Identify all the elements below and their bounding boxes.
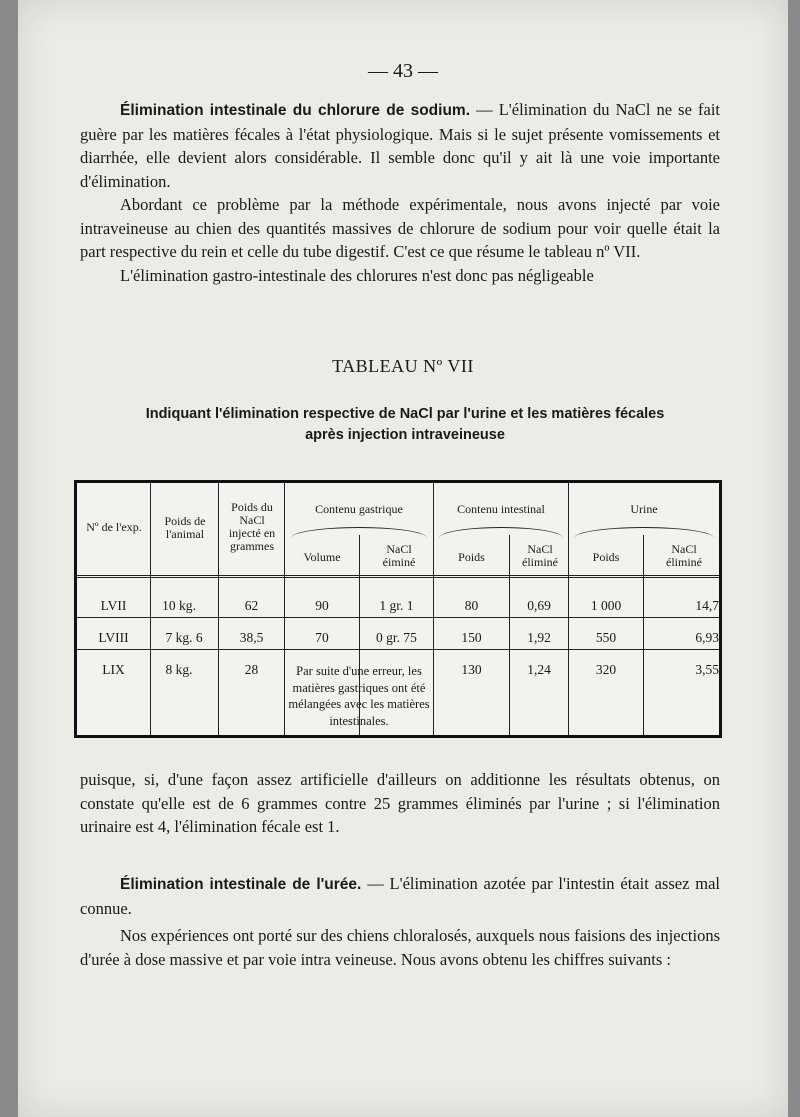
header-urine: Urine	[630, 502, 658, 516]
table-cell: 8 kg.	[165, 662, 193, 677]
table-cell: 150	[461, 630, 482, 645]
paragraph-conclusion-start: L'élimination gastro-intestinale des chlorures n'est donc pas négligeable	[120, 265, 594, 285]
data-table	[74, 480, 722, 738]
table-cell: 38,5	[239, 630, 264, 645]
table-cell: 70	[315, 630, 329, 645]
table-note-cell: Par suite d'une erreur, les matières gastriques ont été mélangées avec les matières intestinales.	[288, 664, 430, 728]
table-cell: 3,55	[695, 662, 719, 677]
brace-urine	[574, 527, 714, 538]
table-cell: 1,92	[527, 630, 551, 645]
table-cell: 1,24	[527, 662, 551, 677]
paragraph-method: Abordant ce problème par la méthode expérimentale, nous avons injecté par voie intraveineuse au chien des quantités massives de chlorure de sodium pour voir quelle était la part respective du rein et celle du tube digestif. C'est ce que résume le tableau nº VII.	[80, 195, 720, 261]
table-cell: 28	[244, 662, 259, 677]
table-cell: 1 gr. 1	[379, 598, 414, 613]
paragraph-nacl	[80, 98, 720, 193]
paragraph-experiences: Nos expériences ont porté sur des chiens chloralosés, auxquels nous faisions des injections d'urée à dose massive et par voie intra veineuse. Nous avons obtenu les chiffres suivants :	[80, 926, 720, 969]
header-contenu-gastrique: Contenu gastrique	[315, 502, 403, 516]
table-cell: LIX	[102, 662, 125, 677]
paragraph-conclusion: puisque, si, d'une façon assez artificielle d'ailleurs on additionne les résultats obtenus, on constate qu'elle est de 6 grammes contre 25 grammes éliminés par l'urine ; si l'élimination urinaire est 4, l'élimination fécale est 1.	[80, 770, 720, 836]
table-cell: 6,93	[695, 630, 719, 645]
page-number: — 43 —	[368, 60, 438, 82]
paragraph-uree	[80, 872, 720, 920]
table-cell: 130	[461, 662, 482, 677]
table-cell: 7 kg. 6	[165, 630, 203, 645]
table-cell: LVII	[100, 598, 127, 613]
header-poids-animal: Poids de l'animal	[164, 514, 206, 541]
table-cell: 550	[595, 630, 617, 645]
table-cell: 90	[315, 598, 329, 613]
header-intestinal-nacl: NaCl éliminé	[522, 542, 558, 569]
table-subtitle	[110, 404, 700, 446]
table-subtitle-line-1: Indiquant l'élimination respective de NaCl par l'urine et les matières fécales	[145, 406, 665, 422]
table-cell: LVIII	[98, 630, 129, 645]
header-intestinal-poids: Poids	[458, 550, 485, 564]
table-cell: 62	[244, 598, 259, 613]
section-heading-nacl: Élimination intestinale du chlorure de sodium.	[120, 102, 471, 119]
intro-text	[80, 98, 720, 287]
table-cell: 80	[464, 598, 479, 613]
table-subtitle-line-2: après injection intraveineuse	[305, 427, 505, 443]
paragraph-uree-text: — L'élimination azotée par l'intestin était assez mal connue.	[80, 874, 720, 918]
conclusion-text	[80, 768, 720, 839]
table-cell: 0,69	[527, 598, 551, 613]
table-cell: 10 kg.	[162, 598, 196, 613]
table-title: TABLEAU Nº VII	[332, 356, 474, 376]
header-urine-nacl: NaCl éliminé	[666, 542, 702, 569]
header-contenu-intestinal: Contenu intestinal	[457, 502, 545, 516]
brace-intestinal	[439, 527, 563, 538]
table-cell: 320	[595, 662, 617, 677]
document-page	[18, 0, 788, 1117]
header-poids-nacl: Poids du NaCl injecté en grammes	[228, 500, 276, 553]
uree-text	[80, 872, 720, 971]
table-cell: 14,7	[695, 598, 719, 613]
header-urine-poids: Poids	[592, 550, 620, 564]
table-cell: 1 000	[590, 598, 622, 613]
header-gastrique-nacl: NaCl éiminé	[382, 542, 416, 569]
header-exp: Nº de l'exp.	[86, 520, 142, 534]
table-cell: 0 gr. 75	[376, 630, 417, 645]
section-heading-uree: Élimination intestinale de l'urée.	[120, 876, 362, 893]
paragraph-nacl-text: — L'élimination du NaCl ne se fait guère par les matières fécales à l'état physiologique. Mais si le sujet présente vomissements et diarrhée, elle devient alors considérable. Il semble donc qu'il y ait là une voie importante d'élimination.	[80, 100, 720, 191]
header-volume: Volume	[303, 550, 341, 564]
brace-gastrique	[291, 527, 427, 538]
